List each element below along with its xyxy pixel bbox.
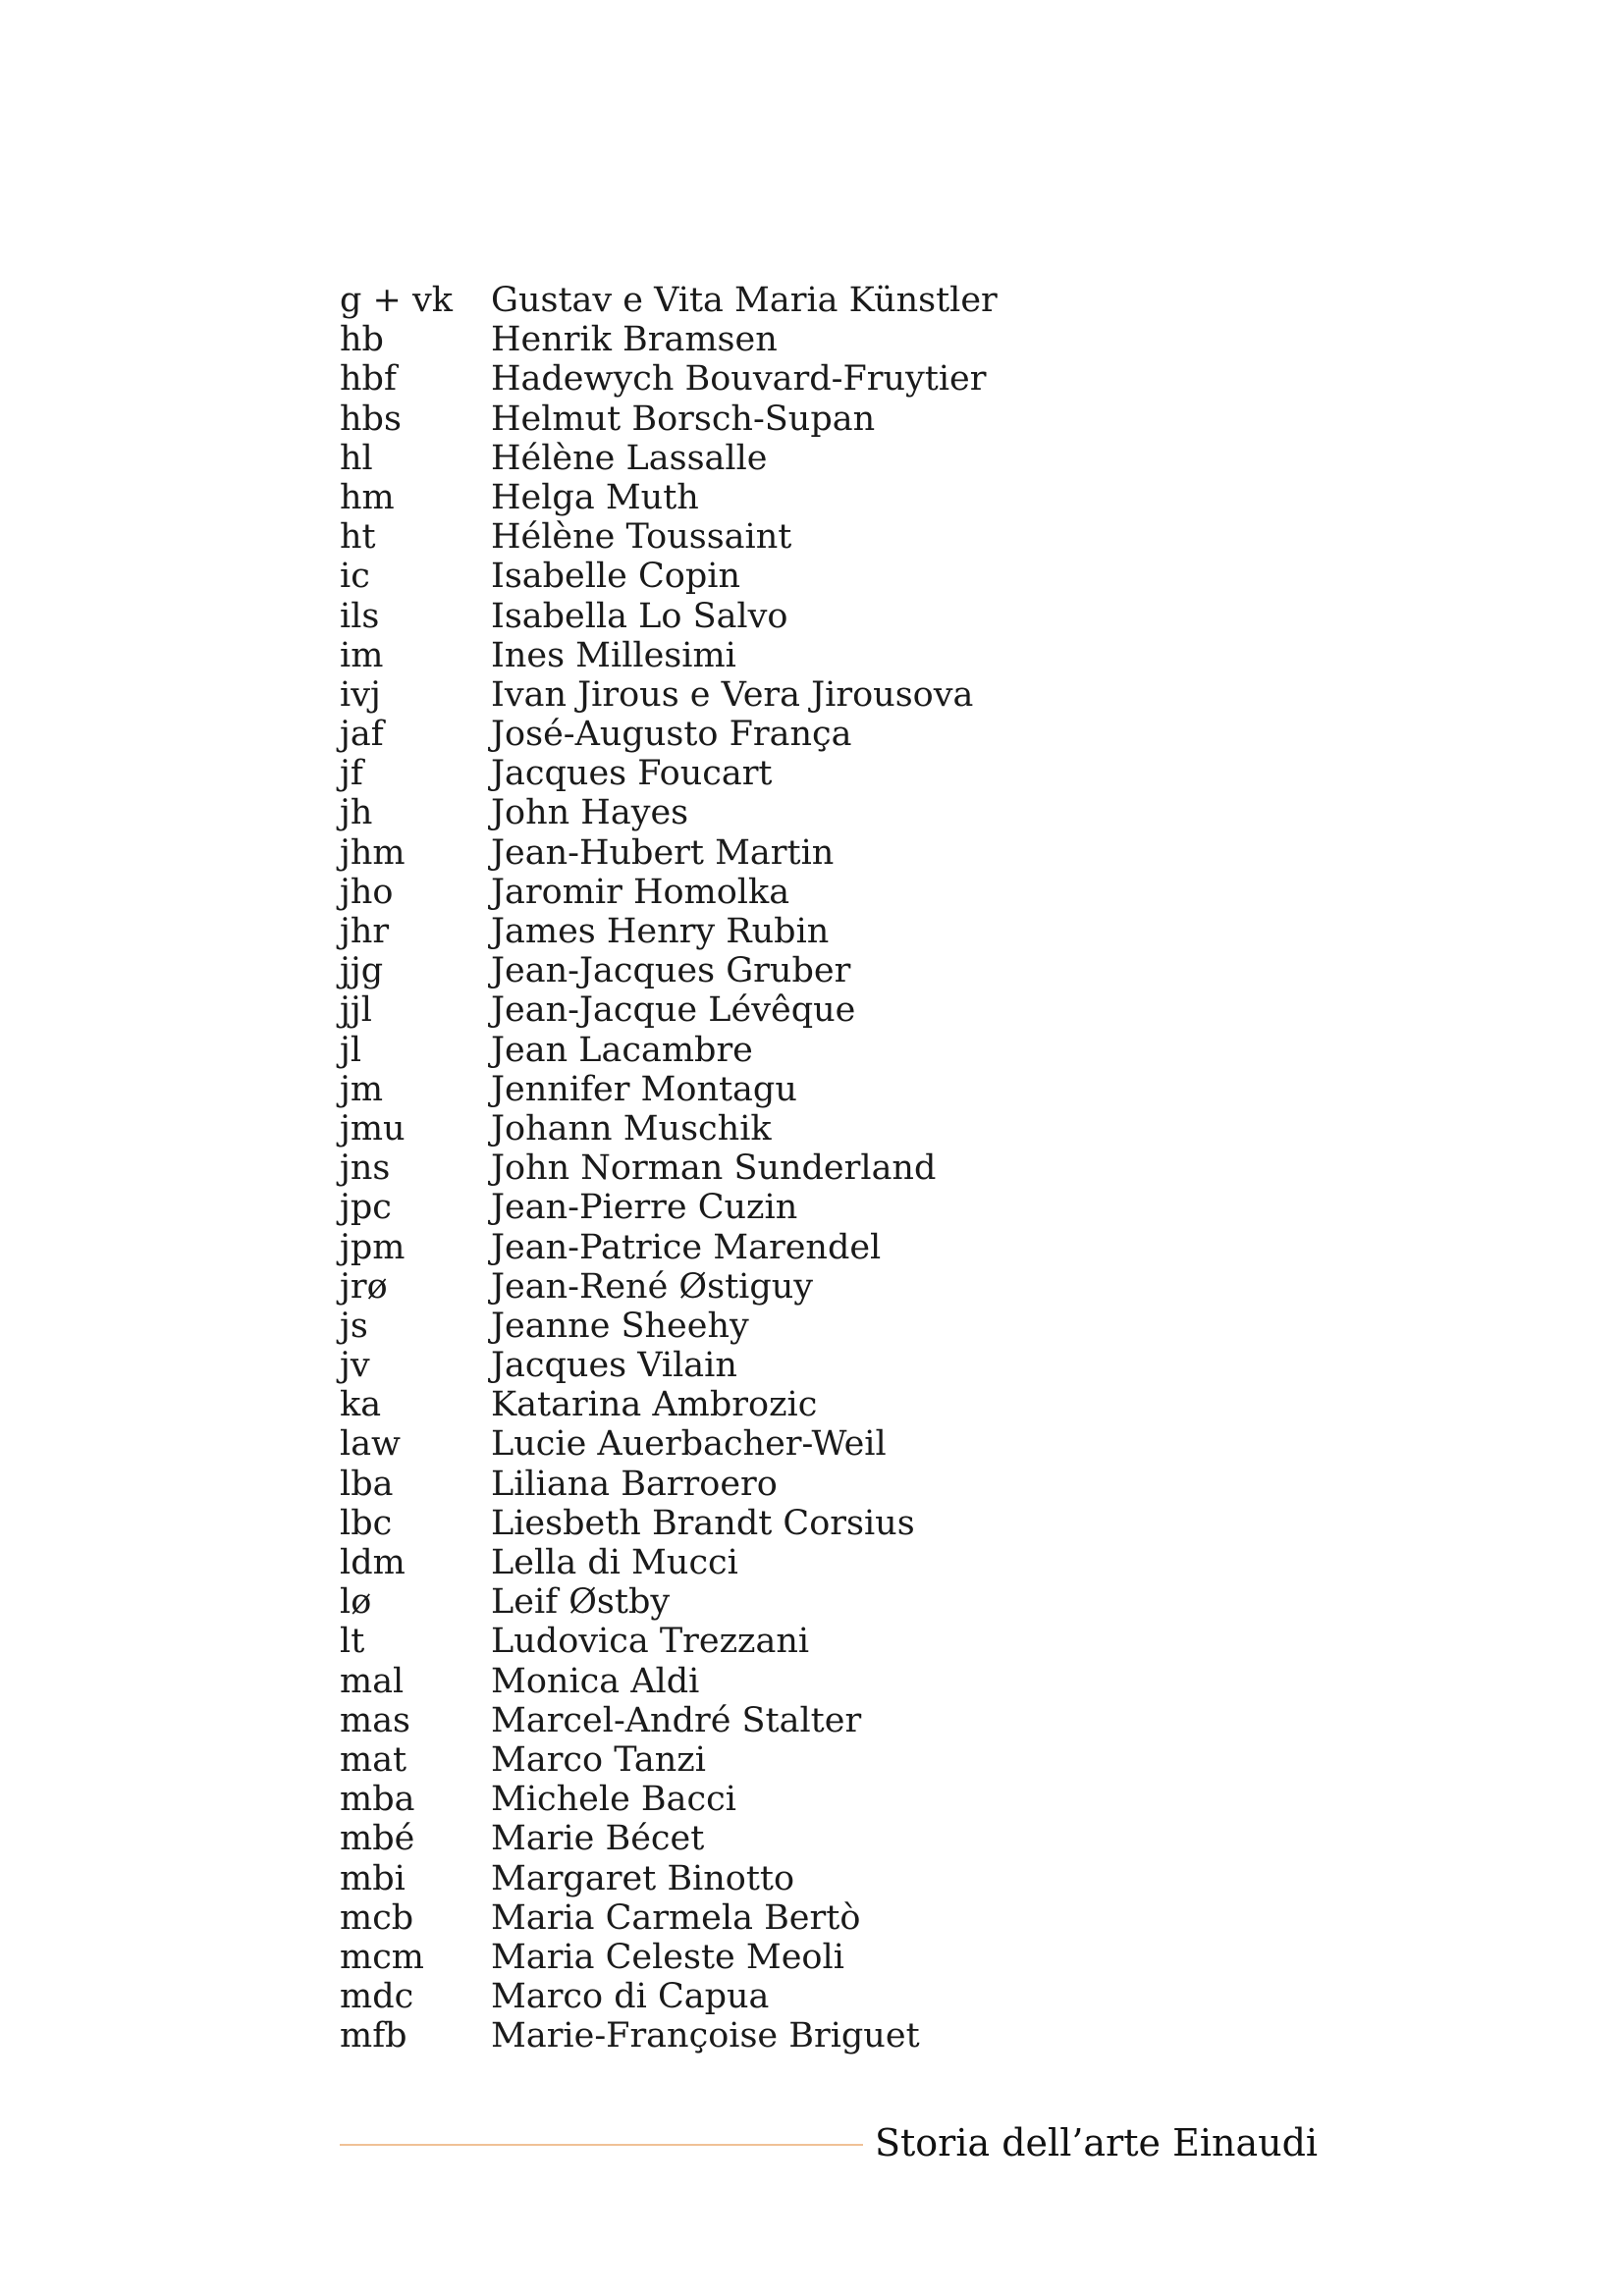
author-name: Marie-Françoise Briguet [491,2016,920,2056]
author-name: Jean-Pierre Cuzin [491,1188,798,1228]
author-name: Jeanne Sheehy [491,1306,749,1346]
author-row [340,2016,1420,2056]
author-name: Margaret Binotto [491,1858,795,1898]
author-row [340,1780,1420,1819]
author-row [340,478,1420,517]
author-code: mas [340,1700,411,1740]
author-name: Hélène Lassalle [491,438,768,478]
author-code: lø [340,1582,372,1623]
footer-title: Storia dell’arte Einaudi [875,2121,1319,2164]
author-row [340,1346,1420,1385]
author-name: Maria Celeste Meoli [491,1937,844,1977]
author-code: mal [340,1661,405,1701]
author-row [340,1504,1420,1543]
author-code: mbi [340,1858,406,1898]
author-name: Lella di Mucci [491,1543,738,1582]
author-row [340,636,1420,675]
author-code: law [340,1424,402,1465]
author-name: Jacques Vilain [491,1346,737,1386]
author-name: Jean-Patrice Marendel [491,1227,882,1267]
author-code: hb [340,320,384,360]
author-code: js [340,1306,368,1346]
author-name: Johann Muschik [491,1108,772,1148]
author-code: mcm [340,1937,424,1977]
author-code: ils [340,596,380,636]
author-row [340,1424,1420,1464]
author-row [340,1898,1420,1938]
author-code: jpc [340,1188,392,1228]
author-name: Jean Lacambre [491,1030,753,1070]
author-code: lbc [340,1503,393,1543]
author-row [340,951,1420,990]
author-row [340,1031,1420,1070]
author-row [340,990,1420,1030]
author-code: jpm [340,1227,406,1267]
author-code: jh [340,793,373,833]
author-code: ldm [340,1543,406,1582]
author-code: jrø [340,1266,388,1307]
author-name: Jean-Jacque Lévêque [491,990,856,1031]
author-row [340,1267,1420,1307]
author-row [340,1228,1420,1267]
author-name: Helmut Borsch-Supan [491,399,876,439]
author-row [340,439,1420,478]
footer-rule [340,2144,863,2146]
author-code: hbs [340,399,402,439]
author-row [340,912,1420,951]
author-name: Jean-Hubert Martin [491,832,835,873]
author-code: jjg [340,951,384,991]
author-code: lba [340,1464,394,1504]
author-row [340,1701,1420,1740]
author-code: mdc [340,1977,414,2017]
author-row [340,517,1420,557]
author-name: Gustav e Vita Maria Künstler [491,281,998,320]
author-row [340,1740,1420,1780]
author-row [340,1662,1420,1701]
author-name: Hélène Toussaint [491,517,792,558]
author-code: mba [340,1780,415,1820]
author-name: Marie Bécet [491,1819,705,1859]
author-name: Ivan Jirous e Vera Jirousova [491,674,974,715]
author-code: jjl [340,990,372,1031]
author-code: mbé [340,1819,415,1859]
author-name: Helga Muth [491,477,699,517]
author-row [340,281,1420,320]
author-row [340,793,1420,832]
author-name: Isabelle Copin [491,557,740,597]
author-code: jaf [340,715,384,755]
author-code: jns [340,1148,391,1189]
author-code: jhr [340,912,390,951]
author-row [340,1543,1420,1582]
author-row [340,1977,1420,2016]
author-name: Marco Tanzi [491,1739,706,1780]
author-row [340,833,1420,873]
author-row [340,597,1420,636]
author-code: ic [340,557,370,597]
author-code: hbf [340,359,397,400]
author-row [340,1938,1420,1977]
author-row [340,1307,1420,1346]
author-code: jmu [340,1108,406,1148]
author-code: ka [340,1385,382,1425]
author-name: Michele Bacci [491,1780,736,1820]
author-code: mfb [340,2016,407,2056]
author-name: Marco di Capua [491,1977,770,2017]
author-name: John Hayes [491,793,689,833]
author-name: Liliana Barroero [491,1464,778,1504]
author-name: Ludovica Trezzani [491,1622,810,1662]
author-name: Isabella Lo Salvo [491,596,788,636]
author-name: Ines Millesimi [491,635,736,675]
author-name: José-Augusto França [491,715,852,755]
author-row [340,715,1420,754]
author-code: ht [340,517,376,558]
author-row [340,1859,1420,1898]
author-row [340,1465,1420,1504]
author-code: hl [340,438,373,478]
author-code: hm [340,477,395,517]
author-row [340,1148,1420,1188]
page-footer [340,2118,1319,2167]
author-code: mcb [340,1897,414,1938]
author-code: jho [340,872,394,912]
author-name: Maria Carmela Bertò [491,1897,861,1938]
author-row [340,1582,1420,1622]
author-name: Jean-René Østiguy [491,1266,814,1307]
author-row [340,873,1420,912]
author-name: Jennifer Montagu [491,1069,797,1109]
author-name: James Henry Rubin [491,912,830,951]
author-code: jv [340,1346,370,1386]
author-code: lt [340,1622,365,1662]
author-row [340,400,1420,439]
author-name: Jacques Foucart [491,754,773,794]
author-name: Leif Østby [491,1582,671,1623]
author-name: Henrik Bramsen [491,320,778,360]
author-row [340,1622,1420,1661]
author-name: Lucie Auerbacher-Weil [491,1424,887,1465]
author-row [340,359,1420,399]
author-row [340,675,1420,715]
author-row [340,1109,1420,1148]
author-code: jhm [340,832,406,873]
author-code: jl [340,1030,362,1070]
author-row [340,754,1420,793]
author-code: mat [340,1739,407,1780]
author-code: g + vk [340,281,453,320]
author-name: Katarina Ambrozic [491,1385,818,1425]
author-name: John Norman Sunderland [491,1148,937,1189]
author-row [340,1070,1420,1109]
author-list [340,281,1420,2056]
author-name: Monica Aldi [491,1661,700,1701]
author-row [340,320,1420,359]
author-row [340,1819,1420,1858]
author-name: Jaromir Homolka [491,872,790,912]
author-row [340,1385,1420,1424]
author-name: Liesbeth Brandt Corsius [491,1503,915,1543]
author-code: jf [340,754,363,794]
author-code: ivj [340,674,381,715]
author-name: Hadewych Bouvard-Fruytier [491,359,987,400]
author-name: Marcel-André Stalter [491,1700,862,1740]
author-code: im [340,635,384,675]
author-row [340,557,1420,596]
author-row [340,1188,1420,1227]
author-code: jm [340,1069,384,1109]
author-name: Jean-Jacques Gruber [491,951,851,991]
